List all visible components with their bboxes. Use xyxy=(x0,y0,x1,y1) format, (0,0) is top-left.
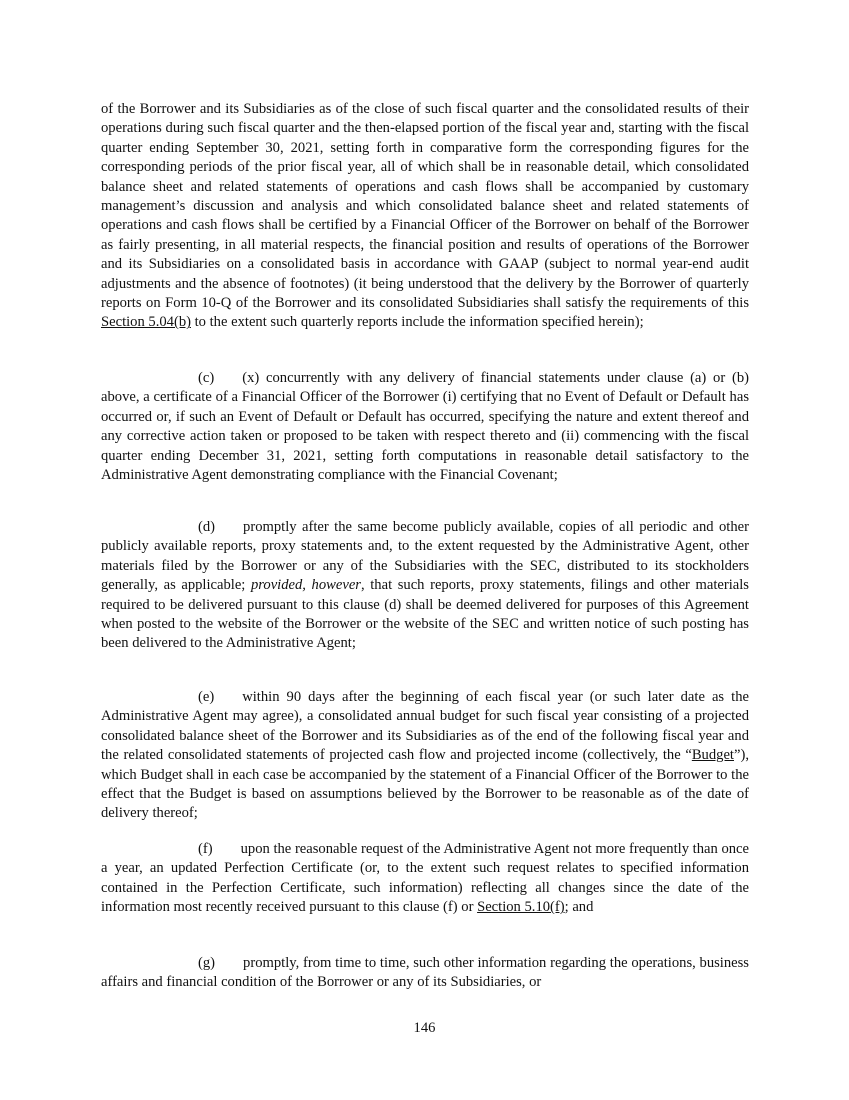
paragraph-g xyxy=(101,954,749,993)
clause-label: (f) xyxy=(198,841,213,857)
subclause-label: (x) xyxy=(242,370,260,386)
clause-label: (c) xyxy=(198,370,215,386)
paragraph-text: upon the reasonable request of the Administrative Agent not more frequently than once a year, an updated Perfection Certificate (or, to the extent such request relates to specified information contained in the Perfection Certificate, such information) reflecting all changes since the date of the information most recently received pursuant to this clause (f) or xyxy=(101,841,749,916)
section-reference-link[interactable]: Section 5.04(b) xyxy=(101,314,191,331)
paragraph-text: to the extent such quarterly reports include the information specified herein); xyxy=(190,314,644,331)
clause-label: (g) xyxy=(198,955,216,971)
paragraph-d xyxy=(101,518,749,654)
clause-label: (e) xyxy=(198,689,215,705)
paragraph-text: of the Borrower and its Subsidiaries as of the close of such fiscal quarter and the consolidated results of their operations during such fiscal quarter and the then-elapsed portion of the fiscal year and, starting with the fiscal quarter ending September 30, 2021, setting forth in comparative form the corresponding figures for the corresponding periods of the prior fiscal year, all of which shall be in reasonable detail, which consolidated balance sheet and related statements of operations and cash flows shall be accompanied by customary management’s discussion and analysis and which consolidated balance sheet and related statements of operations and cash flows shall be certified by a Financial Officer of the Borrower on behalf of the Borrower as fairly presenting, in all material respects, the financial position and results of operations of the Borrower and its Subsidiaries on a consolidated basis in accordance with GAAP (subject to normal year-end audit adjustments and the absence of footnotes) (it being understood that the delivery by the Borrower of quarterly reports on Form 10-Q of the Borrower and its consolidated Subsidiaries shall satisfy the requirements of this xyxy=(101,101,749,312)
paragraph-text: promptly, from time to time, such other information regarding the operations, business affairs and financial condition of the Borrower or any of its Subsidiaries, or xyxy=(101,955,749,991)
paragraph-f xyxy=(101,840,749,918)
paragraph-text: within 90 days after the beginning of each fiscal year (or such later date as the Administrative Agent may agree), a consolidated annual budget for such fiscal year consisting of a projected consolidated balance sheet of the Borrower and its Subsidiaries as of the end of the following fiscal year and the related consolidated statements of projected cash flow and projected income (collectively, the “ xyxy=(101,689,749,764)
proviso-italic: provided, however xyxy=(250,577,361,594)
page-number: 146 xyxy=(413,1020,436,1036)
paragraph-text: ; and xyxy=(564,899,594,916)
paragraph-text: concurrently with any delivery of financial statements under clause (a) or (b) above, a certificate of a Financial Officer of the Borrower (i) certifying that no Event of Default or Default has occurred or, if such an Event of Default or Default has occurred, specifying the nature and extent thereof and any corrective action taken or proposed to be taken with respect thereto and (ii) commencing with the fiscal quarter ending December 31, 2021, setting forth computations in reasonable detail satisfactory to the Administrative Agent demonstrating compliance with the Financial Covenant; xyxy=(101,370,749,484)
clause-label: (d) xyxy=(198,519,216,535)
paragraph-text: promptly after the same become publicly available, copies of all periodic and other publicly available reports, proxy statements and, to the extent requested by the Administrative Agent, other materials filed by the Borrower or any of the Subsidiaries with the SEC, distributed to its stockholders generally, as applicable; xyxy=(101,519,749,594)
paragraph-text: , that such reports, proxy statements, filings and other materials required to be delivered pursuant to this clause (d) shall be deemed delivered for purposes of this Agreement when posted to the website of the Borrower or the website of the SEC and written notice of such posting has been delivered to the Administrative Agent; xyxy=(101,577,749,652)
defined-term-budget: Budget xyxy=(691,747,734,764)
section-reference-link[interactable]: Section 5.10(f) xyxy=(477,899,565,916)
paragraph-b-continued xyxy=(101,100,749,333)
paragraph-text: ”), which Budget shall in each case be accompanied by the statement of a Financial Officer of the Borrower to the effect that the Budget is based on assumptions believed by the Borrower to be reasonable as of the date of delivery thereof; xyxy=(101,747,749,822)
paragraph-e xyxy=(101,688,749,824)
paragraph-c xyxy=(101,369,749,485)
